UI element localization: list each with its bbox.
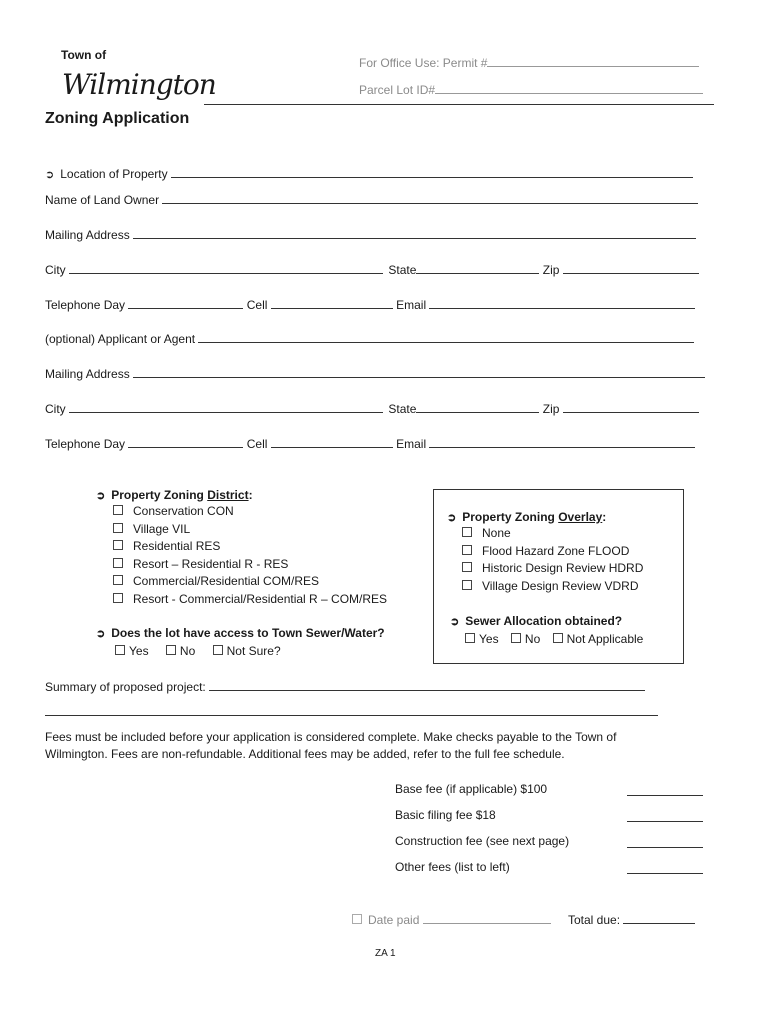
owner-tel-day-label: Telephone Day bbox=[45, 298, 126, 312]
checkbox-icon[interactable] bbox=[115, 645, 125, 655]
office-permit-line[interactable] bbox=[487, 55, 699, 67]
sewer-access-option[interactable] bbox=[213, 644, 281, 658]
overlay-label-suffix: : bbox=[602, 510, 607, 524]
agent-tel-day-label: Telephone Day bbox=[45, 437, 126, 451]
checkbox-icon[interactable] bbox=[511, 633, 521, 643]
checkbox-icon[interactable] bbox=[113, 540, 123, 550]
agent-email-label: Email bbox=[396, 437, 427, 451]
sewer-access-options bbox=[115, 644, 281, 658]
owner-zip-label: Zip bbox=[542, 263, 560, 277]
owner-city-line[interactable] bbox=[69, 262, 383, 274]
agent-zip-line[interactable] bbox=[563, 401, 699, 413]
agent-zip-label: Zip bbox=[542, 402, 560, 416]
district-option-label: Residential RES bbox=[133, 539, 221, 553]
district-option[interactable] bbox=[113, 538, 387, 556]
checkbox-icon[interactable] bbox=[166, 645, 176, 655]
parcel-lot-line[interactable] bbox=[435, 82, 703, 94]
parcel-lot-label: Parcel Lot ID# bbox=[359, 83, 436, 97]
overlay-label-word: Overlay bbox=[558, 510, 603, 524]
district-label-word: District bbox=[207, 488, 249, 502]
total-due-row bbox=[568, 912, 695, 927]
overlay-option[interactable] bbox=[462, 578, 643, 596]
owner-city-label: City bbox=[45, 263, 66, 277]
summary-label: Summary of proposed project: bbox=[45, 680, 206, 694]
sewer-allocation-option-label: No bbox=[524, 632, 541, 646]
fee-amount-line[interactable] bbox=[627, 847, 703, 848]
owner-email-line[interactable] bbox=[429, 297, 695, 309]
owner-city-row bbox=[45, 262, 699, 277]
parcel-lot-field bbox=[359, 82, 703, 97]
agent-mailing-line[interactable] bbox=[133, 366, 705, 378]
fee-label: Construction fee (see next page) bbox=[395, 834, 570, 848]
arrow-right-icon: ➲ bbox=[96, 490, 106, 502]
district-heading bbox=[96, 488, 253, 503]
sewer-access-heading bbox=[96, 626, 385, 641]
agent-cell-line[interactable] bbox=[271, 436, 393, 448]
fee-amount-line[interactable] bbox=[627, 873, 703, 874]
fee-label: Base fee (if applicable) $100 bbox=[395, 782, 548, 796]
district-option[interactable] bbox=[113, 573, 387, 591]
checkbox-icon[interactable] bbox=[113, 523, 123, 533]
agent-tel-day-line[interactable] bbox=[128, 436, 243, 448]
location-line[interactable] bbox=[171, 166, 693, 178]
sewer-allocation-options bbox=[465, 632, 643, 646]
fee-amount-line[interactable] bbox=[627, 795, 703, 796]
overlay-label-prefix: Property Zoning bbox=[462, 510, 559, 524]
owner-tel-day-line[interactable] bbox=[128, 297, 243, 309]
district-option-label: Resort – Residential R - RES bbox=[133, 556, 289, 571]
overlay-option-label: Village Design Review VDRD bbox=[482, 578, 639, 593]
district-option-label: Conservation CON bbox=[133, 504, 234, 518]
office-permit-field bbox=[359, 55, 699, 70]
owner-name-label: Name of Land Owner bbox=[45, 193, 160, 207]
location-row bbox=[45, 166, 693, 182]
owner-state-label: State bbox=[388, 263, 417, 277]
overlay-option-label: None bbox=[482, 526, 511, 540]
checkbox-icon[interactable] bbox=[553, 633, 563, 643]
checkbox-icon[interactable] bbox=[113, 593, 123, 603]
date-paid-row bbox=[352, 912, 551, 927]
checkbox-icon[interactable] bbox=[462, 562, 472, 572]
overlay-options bbox=[462, 525, 643, 595]
district-option[interactable] bbox=[113, 521, 387, 539]
checkbox-icon[interactable] bbox=[352, 914, 362, 924]
agent-cell-label: Cell bbox=[246, 437, 268, 451]
sewer-access-option-label: Yes bbox=[129, 644, 149, 658]
owner-cell-label: Cell bbox=[246, 298, 268, 312]
agent-label: (optional) Applicant or Agent bbox=[45, 332, 196, 346]
district-option-label: Village VIL bbox=[133, 521, 191, 536]
overlay-option[interactable] bbox=[462, 525, 643, 543]
owner-name-row bbox=[45, 192, 698, 207]
page-code: ZA 1 bbox=[375, 948, 396, 959]
checkbox-icon[interactable] bbox=[113, 575, 123, 585]
agent-city-row bbox=[45, 401, 699, 416]
district-option[interactable] bbox=[113, 556, 387, 574]
sewer-allocation-label: Sewer Allocation obtained? bbox=[465, 614, 623, 628]
sewer-allocation-option[interactable] bbox=[465, 632, 499, 646]
checkbox-icon[interactable] bbox=[465, 633, 475, 643]
sewer-access-option[interactable] bbox=[166, 644, 195, 658]
agent-state-label: State bbox=[388, 402, 417, 416]
summary-row bbox=[45, 679, 645, 694]
agent-city-line[interactable] bbox=[69, 401, 383, 413]
overlay-option-label: Historic Design Review HDRD bbox=[482, 561, 644, 575]
arrow-right-icon: ➲ bbox=[450, 616, 460, 628]
header-rule bbox=[204, 104, 714, 105]
checkbox-icon[interactable] bbox=[113, 558, 123, 568]
sewer-access-option[interactable] bbox=[115, 644, 149, 658]
overlay-heading bbox=[447, 510, 606, 525]
owner-mailing-line[interactable] bbox=[133, 227, 696, 239]
owner-mailing-label: Mailing Address bbox=[45, 228, 130, 242]
agent-state-line[interactable] bbox=[416, 401, 539, 413]
agent-mailing-label: Mailing Address bbox=[45, 367, 130, 381]
overlay-option[interactable] bbox=[462, 543, 643, 561]
owner-mailing-row bbox=[45, 227, 696, 242]
district-option-label: Resort - Commercial/Residential R – COM/RES bbox=[133, 591, 388, 606]
district-option[interactable] bbox=[113, 503, 387, 521]
sewer-access-option-label: Not Sure? bbox=[226, 644, 281, 658]
date-paid-line[interactable] bbox=[423, 912, 551, 924]
owner-state-line[interactable] bbox=[416, 262, 539, 274]
owner-name-line[interactable] bbox=[162, 192, 698, 204]
summary-line-1[interactable] bbox=[209, 679, 645, 691]
arrow-right-icon: ➲ bbox=[45, 169, 55, 181]
owner-email-label: Email bbox=[396, 298, 427, 312]
sewer-allocation-option[interactable] bbox=[511, 632, 540, 646]
sewer-allocation-option-label: Not Applicable bbox=[566, 632, 644, 646]
page-title: Zoning Application bbox=[45, 110, 190, 127]
owner-cell-line[interactable] bbox=[271, 297, 393, 309]
agent-email-line[interactable] bbox=[429, 436, 695, 448]
total-due-line[interactable] bbox=[623, 912, 695, 924]
district-options bbox=[113, 503, 387, 608]
fee-label: Other fees (list to left) bbox=[395, 860, 510, 874]
district-label-prefix: Property Zoning bbox=[111, 488, 208, 502]
checkbox-icon[interactable] bbox=[462, 527, 472, 537]
fees-note-line-2: Wilmington. Fees are non-refundable. Additional fees may be added, refer to the full fee schedule. bbox=[45, 747, 565, 761]
arrow-right-icon: ➲ bbox=[96, 628, 106, 640]
district-label-suffix: : bbox=[248, 488, 253, 502]
agent-phone-row bbox=[45, 436, 695, 451]
office-permit-label: For Office Use: Permit # bbox=[359, 56, 488, 70]
sewer-allocation-option-label: Yes bbox=[479, 632, 499, 646]
date-paid-label: Date paid bbox=[368, 913, 420, 927]
checkbox-icon[interactable] bbox=[462, 580, 472, 590]
town-of-label: Town of bbox=[61, 48, 107, 62]
owner-zip-line[interactable] bbox=[563, 262, 699, 274]
checkbox-icon[interactable] bbox=[462, 545, 472, 555]
sewer-access-option-label: No bbox=[179, 644, 196, 658]
fee-amount-line[interactable] bbox=[627, 821, 703, 822]
checkbox-icon[interactable] bbox=[213, 645, 223, 655]
overlay-option[interactable] bbox=[462, 560, 643, 578]
sewer-access-label: Does the lot have access to Town Sewer/Water? bbox=[111, 626, 385, 640]
overlay-option-label: Flood Hazard Zone FLOOD bbox=[482, 543, 630, 558]
agent-mailing-row bbox=[45, 366, 705, 381]
agent-city-label: City bbox=[45, 402, 66, 416]
district-option[interactable] bbox=[113, 591, 387, 609]
fees-note-line-1: Fees must be included before your application is considered complete. Make checks payable to the Town of bbox=[45, 730, 617, 744]
summary-line-2[interactable] bbox=[45, 715, 658, 716]
district-option-label: Commercial/Residential COM/RES bbox=[133, 574, 320, 588]
town-logo-wordmark: Wilmington bbox=[62, 68, 216, 101]
agent-row bbox=[45, 331, 694, 346]
sewer-allocation-option[interactable] bbox=[553, 632, 644, 646]
checkbox-icon[interactable] bbox=[113, 505, 123, 515]
fee-label: Basic filing fee $18 bbox=[395, 808, 496, 822]
total-due-label: Total due: bbox=[568, 913, 621, 927]
location-label: Location of Property bbox=[60, 167, 168, 181]
arrow-right-icon: ➲ bbox=[447, 512, 457, 524]
owner-phone-row bbox=[45, 297, 695, 312]
sewer-allocation-heading bbox=[450, 614, 622, 629]
agent-line[interactable] bbox=[198, 331, 694, 343]
